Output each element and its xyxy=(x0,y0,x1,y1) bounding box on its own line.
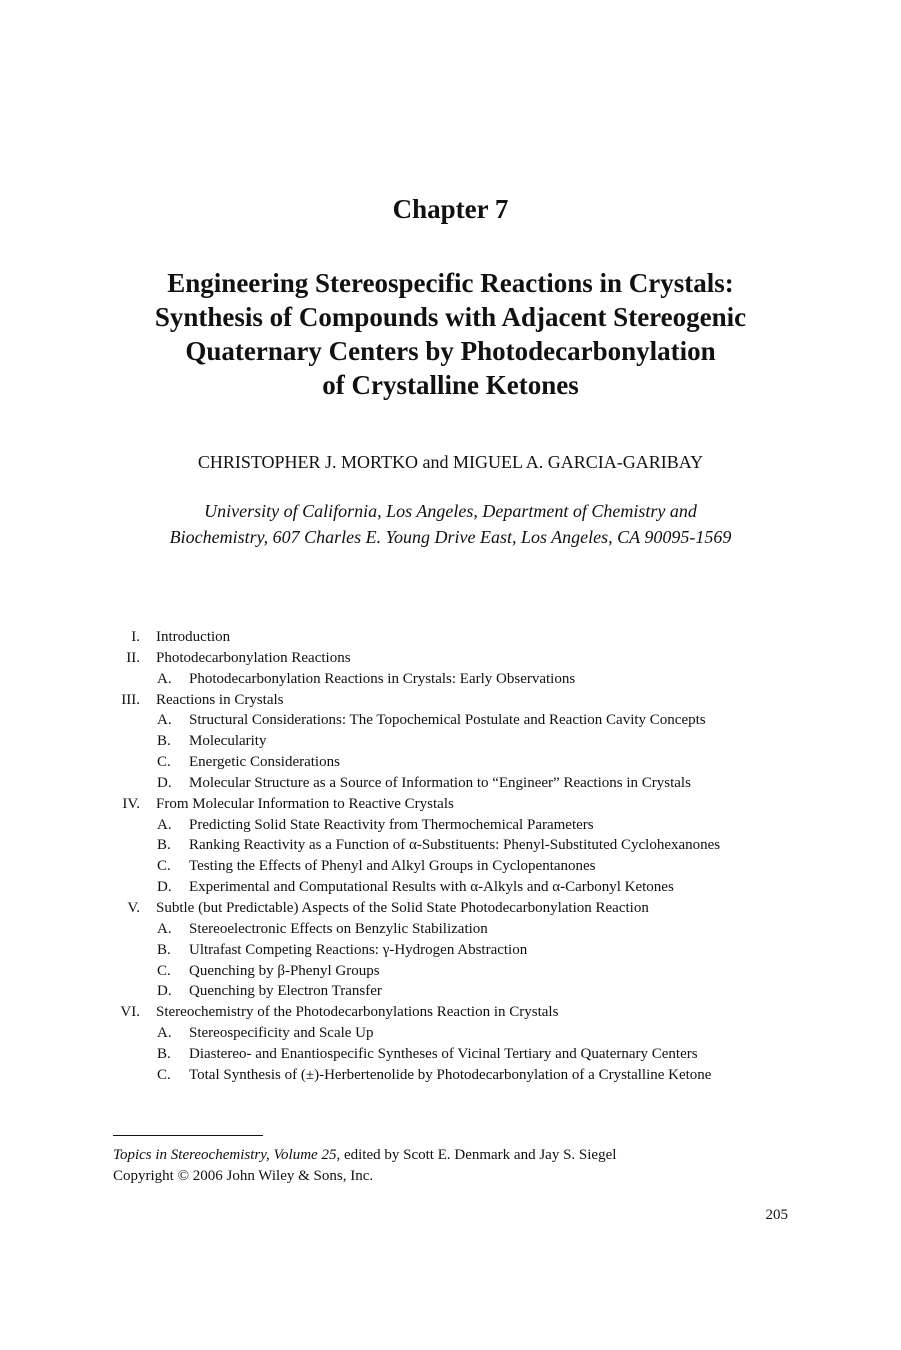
toc-subsection-letter: C. xyxy=(157,858,171,875)
toc-section xyxy=(110,648,810,669)
toc-subsection xyxy=(110,877,810,898)
toc-subsection-letter: D. xyxy=(157,879,172,896)
toc-subsection-title: Experimental and Computational Results with α-Alkyls and α-Carbonyl Ketones xyxy=(189,879,674,896)
toc-section-title: Subtle (but Predictable) Aspects of the Solid State Photodecarbonylation Reaction xyxy=(156,899,649,916)
footnote xyxy=(113,1145,793,1187)
toc-subsection xyxy=(110,1023,810,1044)
toc-subsection-title: Diastereo- and Enantiospecific Syntheses of Vicinal Tertiary and Quaternary Centers xyxy=(189,1045,698,1062)
toc-subsection xyxy=(110,940,810,961)
toc-section-number: I. xyxy=(131,629,140,645)
toc-subsection-title: Testing the Effects of Phenyl and Alkyl Groups in Cyclopentanones xyxy=(189,858,596,875)
page-number: 205 xyxy=(765,1207,788,1223)
toc-section-number: V. xyxy=(127,899,140,916)
table-of-contents xyxy=(110,627,810,1086)
chapter-title xyxy=(90,266,811,402)
toc-section-number: IV. xyxy=(122,795,140,812)
toc-subsection-letter: C. xyxy=(157,962,171,979)
toc-section xyxy=(110,627,810,648)
toc-section xyxy=(110,794,810,815)
toc-section-title: Introduction xyxy=(156,629,231,645)
toc-section-number: II. xyxy=(126,649,140,666)
toc-subsection xyxy=(110,669,810,690)
toc-subsection-letter: A. xyxy=(157,670,172,687)
toc-subsection-title: Total Synthesis of (±)-Herbertenolide by Photodecarbonylation of a Crystalline Ketone xyxy=(189,1066,712,1083)
toc-subsection xyxy=(110,919,810,940)
toc-subsection xyxy=(110,981,810,1002)
series-editors: , edited by Scott E. Denmark and Jay S. Siegel xyxy=(336,1147,617,1163)
footnote-divider xyxy=(113,1135,263,1136)
toc-section-title: Reactions in Crystals xyxy=(156,691,284,708)
toc-section-title: Stereochemistry of the Photodecarbonylations Reaction in Crystals xyxy=(156,1004,559,1021)
toc-section xyxy=(110,1002,810,1023)
chapter-label: Chapter 7 xyxy=(392,194,509,224)
toc-subsection-title: Molecularity xyxy=(189,733,267,750)
toc-subsection-letter: A. xyxy=(157,712,172,729)
toc-subsection-letter: C. xyxy=(157,1066,171,1083)
toc-subsection xyxy=(110,856,810,877)
toc-subsection-title: Energetic Considerations xyxy=(189,754,340,771)
chapter-title-line: Synthesis of Compounds with Adjacent Stereogenic xyxy=(154,302,747,332)
toc-subsection-title: Stereospecificity and Scale Up xyxy=(189,1025,374,1042)
toc-subsection-letter: B. xyxy=(157,1045,171,1062)
toc-subsection xyxy=(110,815,810,836)
toc-subsection-title: Structural Considerations: The Topochemical Postulate and Reaction Cavity Concepts xyxy=(189,712,706,729)
chapter-title-line: Quaternary Centers by Photodecarbonylation xyxy=(185,336,716,366)
affiliation-line: Biochemistry, 607 Charles E. Young Drive East, Los Angeles, CA 90095-1569 xyxy=(169,527,732,547)
toc-subsection-letter: D. xyxy=(157,774,172,791)
affiliation-line: University of California, Los Angeles, Department of Chemistry and xyxy=(204,501,697,521)
toc-subsection-letter: B. xyxy=(157,837,171,854)
toc-subsection-letter: A. xyxy=(157,1025,172,1042)
toc-subsection-letter: B. xyxy=(157,733,171,750)
toc-subsection-title: Quenching by Electron Transfer xyxy=(189,983,382,1000)
toc-subsection-letter: B. xyxy=(157,941,171,958)
author-affiliation xyxy=(60,498,841,550)
series-title: Topics in Stereochemistry, Volume 25 xyxy=(113,1147,337,1163)
chapter-title-line: Engineering Stereospecific Reactions in Crystals: xyxy=(167,268,734,298)
toc-subsection-title: Quenching by β-Phenyl Groups xyxy=(189,962,380,979)
toc-section-number: III. xyxy=(121,691,140,708)
toc-subsection-title: Photodecarbonylation Reactions in Crystals: Early Observations xyxy=(189,670,576,687)
toc-subsection-title: Ultrafast Competing Reactions: γ-Hydrogen Abstraction xyxy=(189,941,528,958)
toc-subsection xyxy=(110,773,810,794)
toc-subsection xyxy=(110,1065,810,1086)
copyright-notice: Copyright © 2006 John Wiley & Sons, Inc. xyxy=(113,1168,374,1184)
toc-section xyxy=(110,898,810,919)
toc-subsection-title: Predicting Solid State Reactivity from Thermochemical Parameters xyxy=(189,816,594,833)
series-citation xyxy=(113,1145,793,1166)
toc-subsection xyxy=(110,710,810,731)
toc-section-title: Photodecarbonylation Reactions xyxy=(156,649,351,666)
toc-section xyxy=(110,690,810,711)
toc-subsection-title: Molecular Structure as a Source of Information to “Engineer” Reactions in Crystals xyxy=(189,774,691,791)
toc-subsection-title: Ranking Reactivity as a Function of α-Substituents: Phenyl-Substituted Cyclohexanones xyxy=(189,837,721,854)
toc-subsection xyxy=(110,1044,810,1065)
toc-subsection xyxy=(110,835,810,856)
toc-subsection-letter: A. xyxy=(157,920,172,937)
toc-subsection xyxy=(110,752,810,773)
toc-subsection xyxy=(110,961,810,982)
toc-subsection-letter: D. xyxy=(157,983,172,1000)
chapter-title-line: of Crystalline Ketones xyxy=(322,370,579,400)
toc-section-title: From Molecular Information to Reactive Crystals xyxy=(156,795,454,812)
toc-subsection xyxy=(110,731,810,752)
toc-subsection-letter: A. xyxy=(157,816,172,833)
toc-subsection-letter: C. xyxy=(157,754,171,771)
toc-section-number: VI. xyxy=(120,1004,140,1021)
toc-subsection-title: Stereoelectronic Effects on Benzylic Stabilization xyxy=(189,920,488,937)
chapter-authors: CHRISTOPHER J. MORTKO and MIGUEL A. GARCIA-GARIBAY xyxy=(197,452,704,472)
